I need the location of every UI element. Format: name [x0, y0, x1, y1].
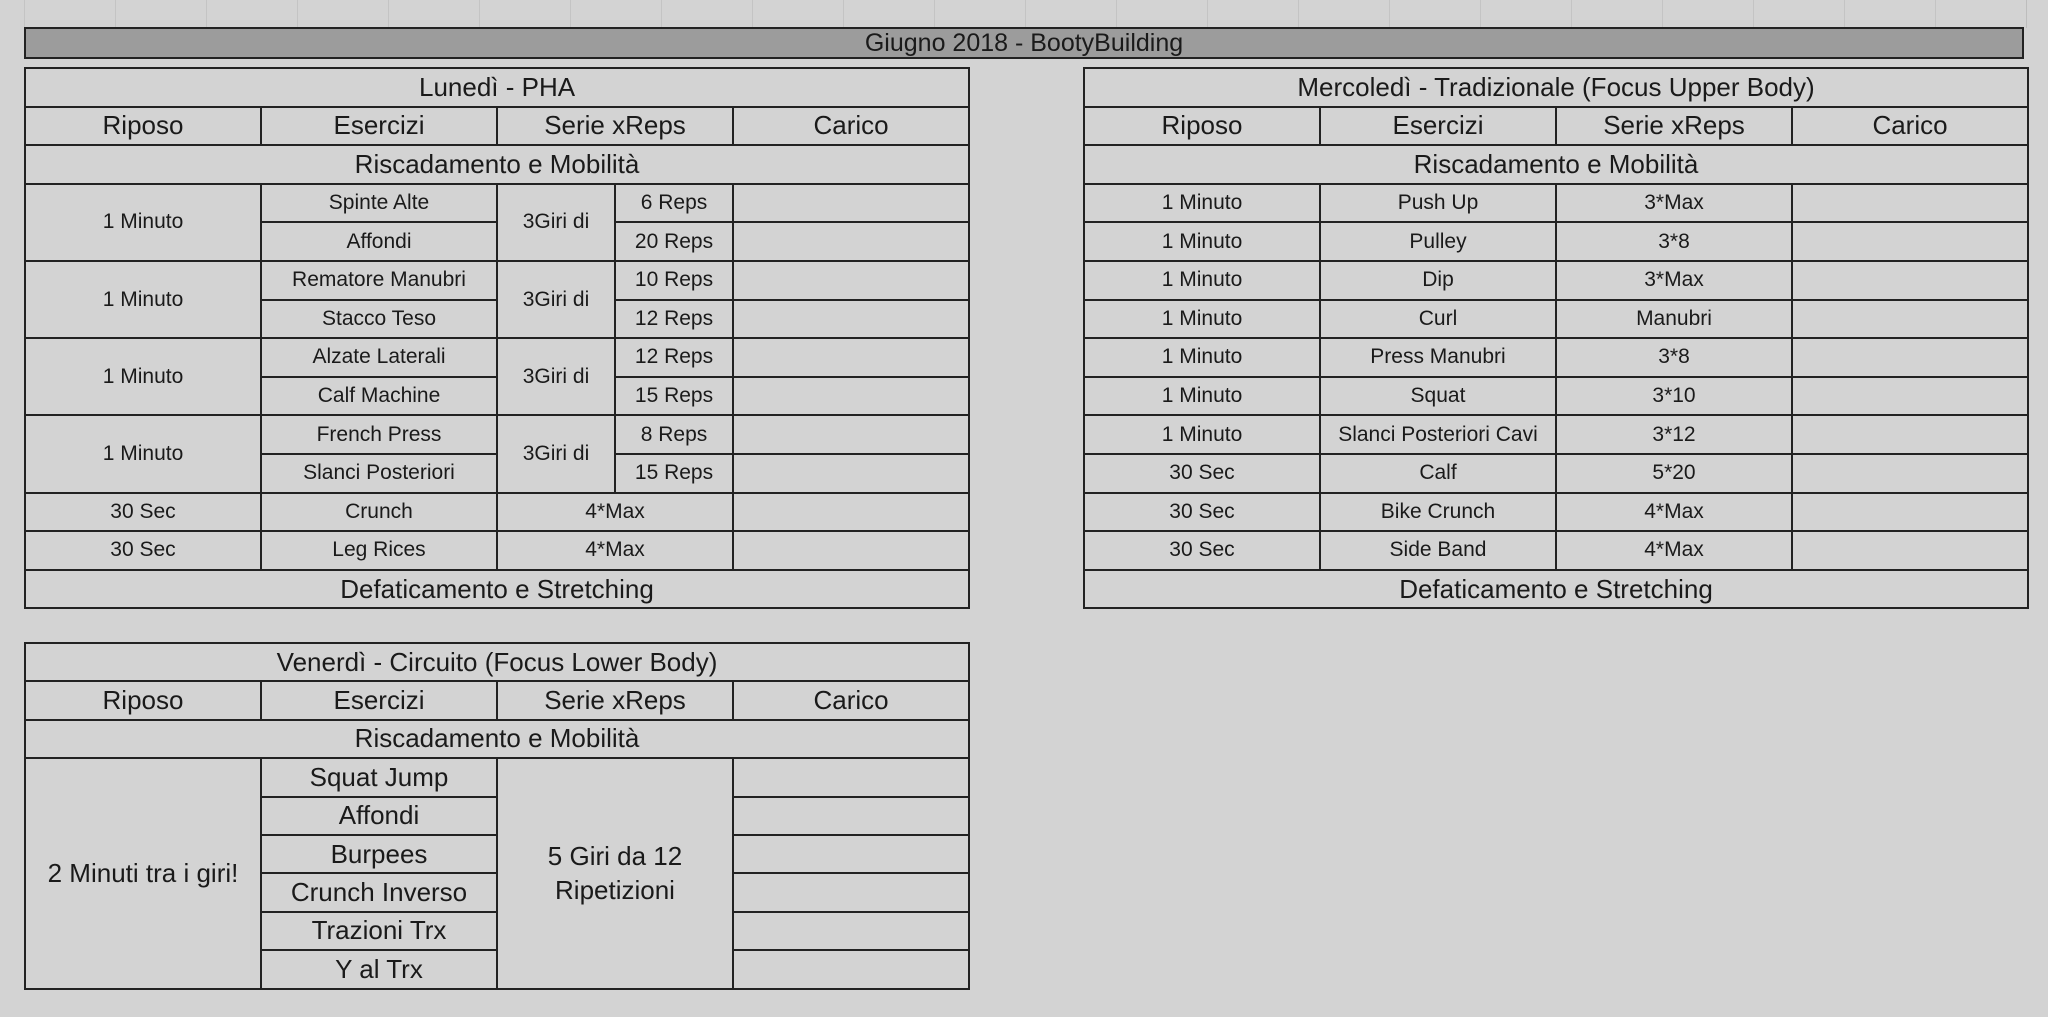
load-cell[interactable]: [1792, 493, 2028, 532]
wednesday-cooldown: Defaticamento e Stretching: [1084, 570, 2028, 609]
header-carico: Carico: [733, 107, 969, 146]
rest-cell: 1 Minuto: [25, 338, 261, 415]
exercise-cell: Crunch Inverso: [261, 873, 497, 911]
exercise-cell: Bike Crunch: [1320, 493, 1556, 532]
exercise-cell: Curl: [1320, 300, 1556, 339]
reps-cell: 20 Reps: [615, 222, 733, 261]
sets-cell: 3*10: [1556, 377, 1792, 416]
header-riposo: Riposo: [1084, 107, 1320, 146]
reps-cell: 15 Reps: [615, 454, 733, 493]
rest-cell: 1 Minuto: [1084, 338, 1320, 377]
header-esercizi: Esercizi: [261, 681, 497, 719]
rounds-cell: 3Giri di: [497, 184, 615, 261]
rounds-cell: 3Giri di: [497, 338, 615, 415]
wednesday-warmup: Riscadamento e Mobilità: [1084, 145, 2028, 184]
exercise-cell: Affondi: [261, 222, 497, 261]
load-cell[interactable]: [1792, 300, 2028, 339]
header-serie-reps: Serie xReps: [1556, 107, 1792, 146]
rest-cell: 1 Minuto: [1084, 415, 1320, 454]
scheme-cell: 5 Giri da 12 Ripetizioni: [497, 758, 733, 988]
rest-cell: 1 Minuto: [25, 415, 261, 492]
exercise-cell: Crunch: [261, 493, 497, 532]
rest-cell: 1 Minuto: [1084, 300, 1320, 339]
monday-title: Lunedì - PHA: [25, 68, 969, 107]
monday-table: [24, 67, 970, 609]
rest-cell: 30 Sec: [25, 531, 261, 570]
header-serie-reps: Serie xReps: [497, 107, 733, 146]
load-cell[interactable]: [1792, 531, 2028, 570]
reps-cell: 6 Reps: [615, 184, 733, 223]
load-cell[interactable]: [733, 454, 969, 493]
friday-title: Venerdì - Circuito (Focus Lower Body): [25, 643, 969, 681]
monday-warmup: Riscadamento e Mobilità: [25, 145, 969, 184]
rest-cell: 1 Minuto: [1084, 184, 1320, 223]
monday-cooldown: Defaticamento e Stretching: [25, 570, 969, 609]
exercise-cell: Calf Machine: [261, 377, 497, 416]
load-cell[interactable]: [733, 300, 969, 339]
header-riposo: Riposo: [25, 107, 261, 146]
load-cell[interactable]: [1792, 454, 2028, 493]
rest-cell: 30 Sec: [1084, 454, 1320, 493]
rounds-cell: 3Giri di: [497, 415, 615, 492]
load-cell[interactable]: [1792, 222, 2028, 261]
header-riposo: Riposo: [25, 681, 261, 719]
sets-cell: 3*8: [1556, 222, 1792, 261]
sets-cell: 3*Max: [1556, 261, 1792, 300]
rest-cell: 1 Minuto: [25, 261, 261, 338]
rest-cell: 1 Minuto: [1084, 222, 1320, 261]
rest-cell: 30 Sec: [1084, 493, 1320, 532]
exercise-cell: Trazioni Trx: [261, 912, 497, 950]
friday-table: [24, 642, 970, 990]
sets-cell: Manubri: [1556, 300, 1792, 339]
load-cell[interactable]: [1792, 184, 2028, 223]
rest-cell: 1 Minuto: [1084, 377, 1320, 416]
exercise-cell: Slanci Posteriori Cavi: [1320, 415, 1556, 454]
reps-cell: 15 Reps: [615, 377, 733, 416]
sets-cell: 5*20: [1556, 454, 1792, 493]
load-cell[interactable]: [733, 912, 969, 950]
load-cell[interactable]: [733, 531, 969, 570]
exercise-cell: Rematore Manubri: [261, 261, 497, 300]
header-esercizi: Esercizi: [261, 107, 497, 146]
load-cell[interactable]: [1792, 377, 2028, 416]
reps-cell: 8 Reps: [615, 415, 733, 454]
exercise-cell: Press Manubri: [1320, 338, 1556, 377]
sets-cell: 3*Max: [1556, 184, 1792, 223]
load-cell[interactable]: [733, 377, 969, 416]
load-cell[interactable]: [1792, 338, 2028, 377]
sets-cell: 4*Max: [1556, 493, 1792, 532]
rest-cell: 2 Minuti tra i giri!: [25, 758, 261, 988]
reps-cell: 12 Reps: [615, 300, 733, 339]
load-cell[interactable]: [733, 261, 969, 300]
exercise-cell: Leg Rices: [261, 531, 497, 570]
load-cell[interactable]: [733, 338, 969, 377]
sets-cell: 3*8: [1556, 338, 1792, 377]
sets-cell: 3*12: [1556, 415, 1792, 454]
load-cell[interactable]: [733, 222, 969, 261]
header-esercizi: Esercizi: [1320, 107, 1556, 146]
column-header-strip: [24, 0, 2027, 28]
load-cell[interactable]: [1792, 261, 2028, 300]
reps-cell: 12 Reps: [615, 338, 733, 377]
exercise-cell: Burpees: [261, 835, 497, 873]
exercise-cell: Squat Jump: [261, 758, 497, 796]
exercise-cell: Dip: [1320, 261, 1556, 300]
friday-warmup: Riscadamento e Mobilità: [25, 720, 969, 758]
exercise-cell: Y al Trx: [261, 950, 497, 988]
rest-cell: 30 Sec: [25, 493, 261, 532]
header-carico: Carico: [733, 681, 969, 719]
exercise-cell: Alzate Laterali: [261, 338, 497, 377]
load-cell[interactable]: [733, 493, 969, 532]
load-cell[interactable]: [733, 835, 969, 873]
page-title: Giugno 2018 - BootyBuilding: [24, 27, 2024, 59]
exercise-cell: Spinte Alte: [261, 184, 497, 223]
exercise-cell: Calf: [1320, 454, 1556, 493]
header-serie-reps: Serie xReps: [497, 681, 733, 719]
exercise-cell: Push Up: [1320, 184, 1556, 223]
load-cell[interactable]: [733, 950, 969, 988]
rest-cell: 1 Minuto: [25, 184, 261, 261]
load-cell[interactable]: [733, 415, 969, 454]
exercise-cell: Slanci Posteriori: [261, 454, 497, 493]
exercise-cell: Pulley: [1320, 222, 1556, 261]
rest-cell: 1 Minuto: [1084, 261, 1320, 300]
header-carico: Carico: [1792, 107, 2028, 146]
exercise-cell: Stacco Teso: [261, 300, 497, 339]
load-cell[interactable]: [733, 184, 969, 223]
load-cell[interactable]: [733, 873, 969, 911]
wednesday-table: [1083, 67, 2029, 609]
sets-cell: 4*Max: [497, 531, 733, 570]
rest-cell: 30 Sec: [1084, 531, 1320, 570]
sets-cell: 4*Max: [1556, 531, 1792, 570]
wednesday-title: Mercoledì - Tradizionale (Focus Upper Body): [1084, 68, 2028, 107]
load-cell[interactable]: [733, 797, 969, 835]
load-cell[interactable]: [1792, 415, 2028, 454]
load-cell[interactable]: [733, 758, 969, 796]
exercise-cell: French Press: [261, 415, 497, 454]
rounds-cell: 3Giri di: [497, 261, 615, 338]
exercise-cell: Affondi: [261, 797, 497, 835]
sets-cell: 4*Max: [497, 493, 733, 532]
reps-cell: 10 Reps: [615, 261, 733, 300]
exercise-cell: Side Band: [1320, 531, 1556, 570]
exercise-cell: Squat: [1320, 377, 1556, 416]
